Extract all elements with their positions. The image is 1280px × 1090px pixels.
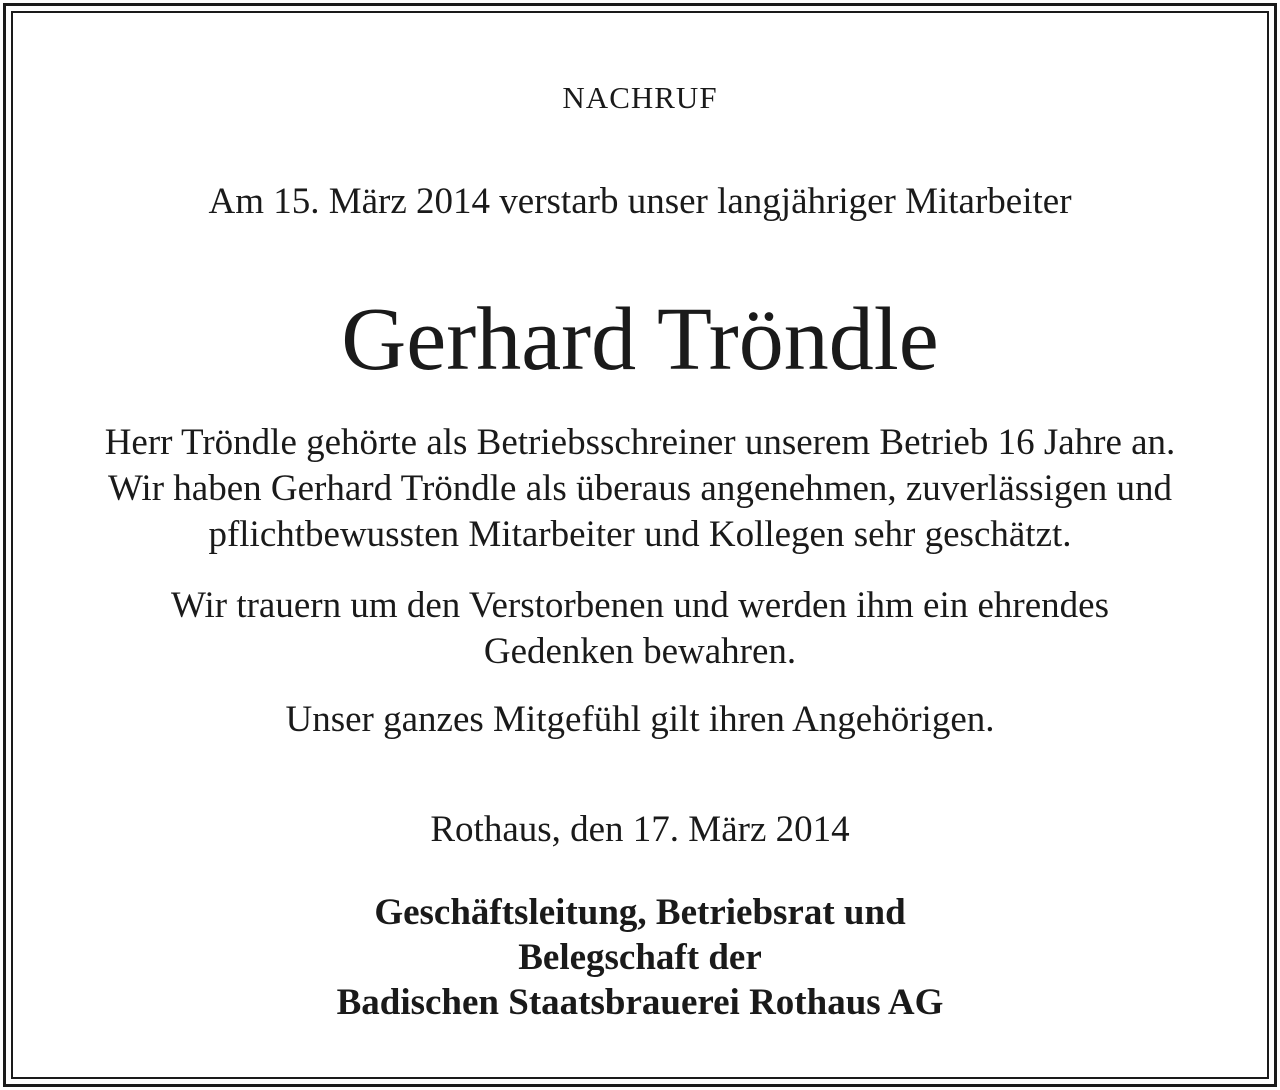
deceased-name: Gerhard Tröndle [341, 290, 939, 389]
paragraph-line: Wir haben Gerhard Tröndle als überaus angenehmen, zuverlässigen und [107, 468, 1172, 509]
paragraph-service [0, 420, 1280, 558]
signature-line: Belegschaft der [518, 937, 762, 978]
paragraph-condolence: Unser ganzes Mitgefühl gilt ihren Angehörigen. [285, 699, 995, 740]
signature-line: Badischen Staatsbrauerei Rothaus AG [336, 982, 944, 1023]
paragraph-line: Herr Tröndle gehörte als Betriebsschreiner unserem Betrieb 16 Jahre an. [104, 422, 1176, 463]
paragraph-line: pflichtbewussten Mitarbeiter und Kollegen sehr geschätzt. [208, 514, 1072, 555]
intro-text: Am 15. März 2014 verstarb unser langjähriger Mitarbeiter [208, 181, 1072, 222]
paragraph-line: Gedenken bewahren. [483, 631, 797, 672]
notice-kicker: NACHRUF [562, 80, 718, 115]
signature-block [0, 890, 1280, 1025]
paragraph-mourning [0, 583, 1280, 675]
place-date: Rothaus, den 17. März 2014 [430, 809, 850, 850]
paragraph-line: Wir trauern um den Verstorbenen und werden ihm ein ehrendes [171, 585, 1109, 626]
signature-line: Geschäftsleitung, Betriebsrat und [374, 892, 906, 933]
